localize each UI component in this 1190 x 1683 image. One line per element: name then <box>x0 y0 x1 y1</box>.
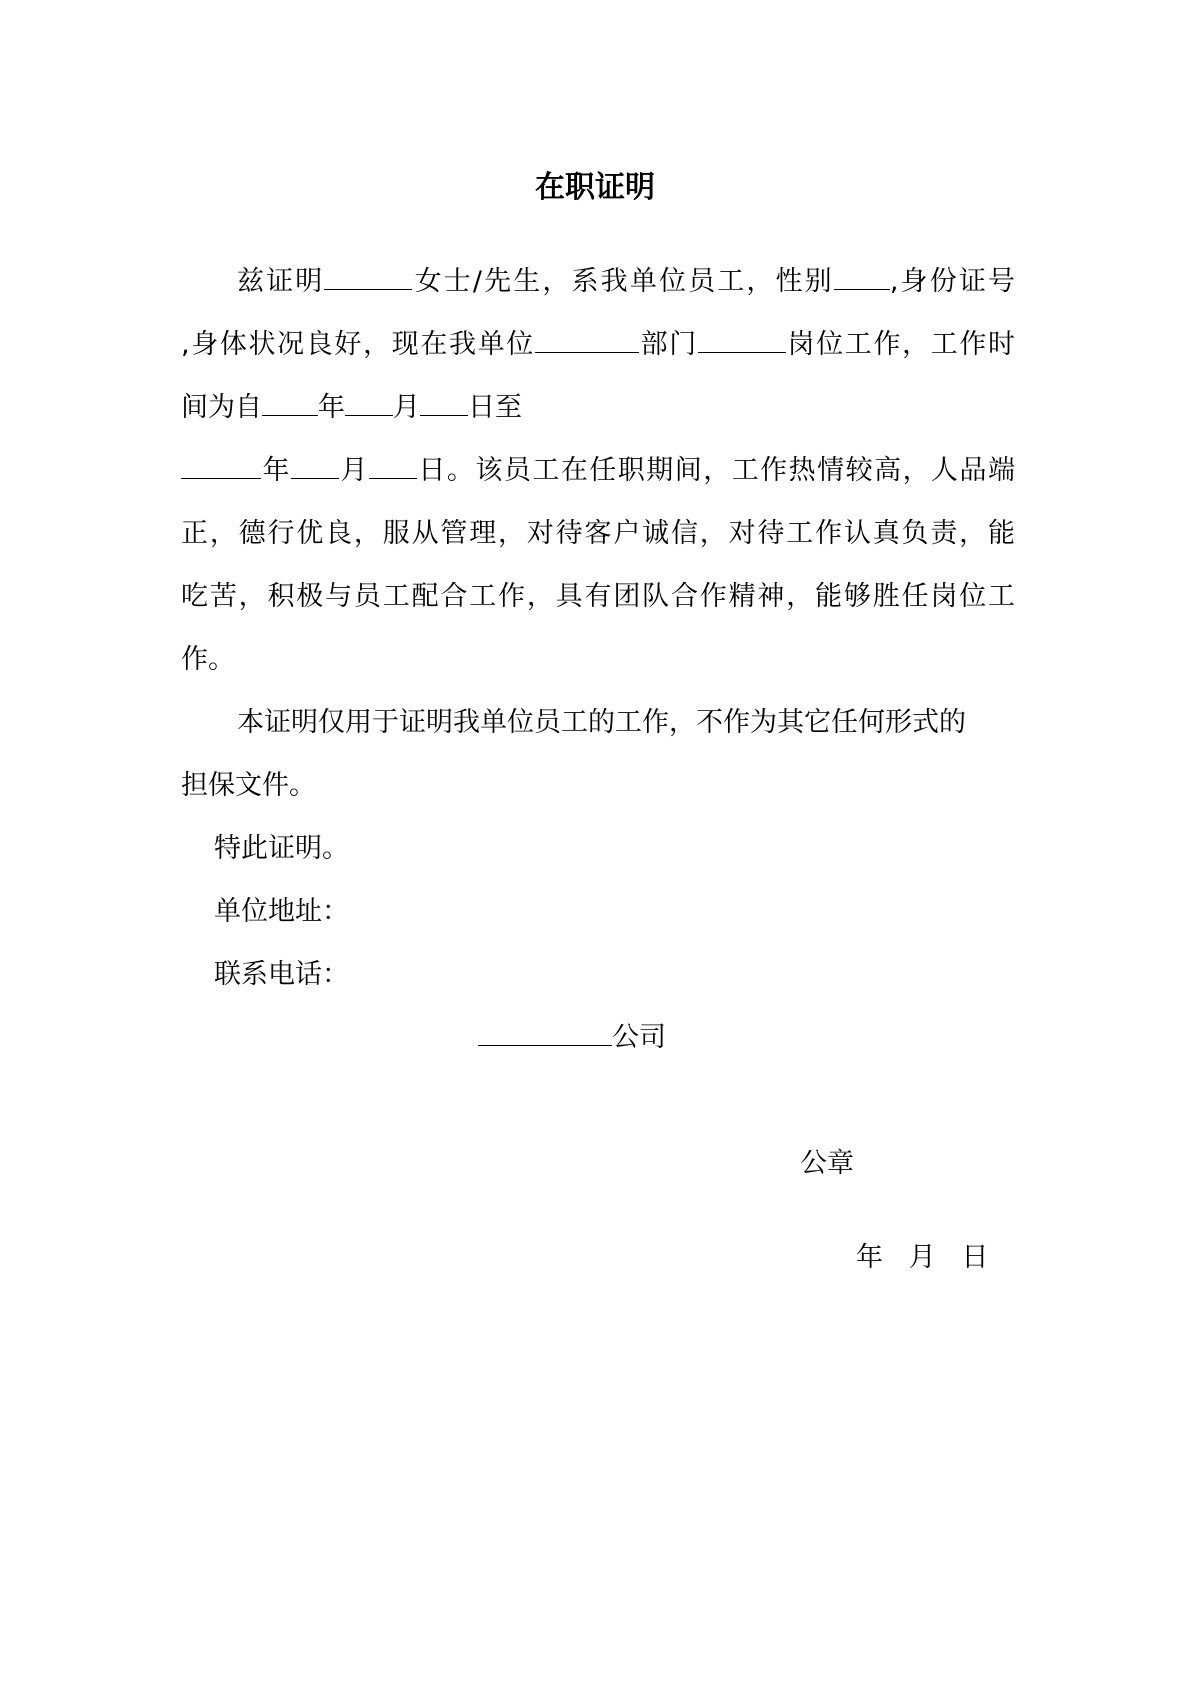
text-position: 岗位工作，工作时 <box>785 329 1016 360</box>
paragraph1-line7: 作。 <box>181 644 235 675</box>
paragraph1-line4 <box>181 451 1015 491</box>
text-day-to: 日至 <box>468 392 522 423</box>
end-month-blank[interactable] <box>291 452 339 479</box>
paragraph1-line3 <box>181 388 522 428</box>
text-month: 月 <box>393 392 420 423</box>
paragraph1-line1 <box>181 262 1015 302</box>
end-year-blank[interactable] <box>181 452 261 479</box>
start-month-blank[interactable] <box>345 389 393 416</box>
address-label: 单位地址： <box>214 896 349 927</box>
date-day: 日 <box>961 1242 989 1273</box>
text-day-evaluation: 日。该员工在任职期间，工作热情较高，人品端 <box>416 455 1016 486</box>
position-blank[interactable] <box>698 326 786 353</box>
start-year-blank[interactable] <box>262 389 318 416</box>
paragraph1-line6: 吃苦，积极与员工配合工作，具有团队合作精神，能够胜任岗位工 <box>181 581 1015 612</box>
phone-label: 联系电话： <box>214 959 349 990</box>
text-certify: 兹证明 <box>237 266 325 297</box>
text-department: 部门 <box>638 329 698 360</box>
seal-label: 公章 <box>800 1148 854 1179</box>
text-year: 年 <box>318 392 345 423</box>
text-id-number: ,身份证号 <box>889 266 1015 297</box>
company-name-blank[interactable] <box>478 1019 612 1046</box>
text-gender-intro: 女士/先生，系我单位员工，性别 <box>412 266 834 297</box>
company-suffix: 公司 <box>612 1022 666 1053</box>
paragraph2-line2: 担保文件。 <box>181 770 316 801</box>
gender-blank[interactable] <box>834 263 890 290</box>
company-line <box>478 1018 666 1058</box>
text-month: 月 <box>338 455 369 486</box>
paragraph1-line2 <box>181 325 1015 365</box>
paragraph1-line5: 正，德行优良，服从管理，对待客户诚信，对待工作认真负责，能 <box>181 518 1015 549</box>
document-title: 在职证明 <box>535 170 655 205</box>
text-year: 年 <box>261 455 291 486</box>
text-period-from: 间为自 <box>181 392 262 423</box>
end-day-blank[interactable] <box>369 452 417 479</box>
signature-date <box>856 1238 989 1278</box>
date-month: 月 <box>908 1242 936 1273</box>
start-day-blank[interactable] <box>420 389 468 416</box>
name-blank[interactable] <box>324 263 412 290</box>
date-year: 年 <box>856 1242 883 1273</box>
paragraph2-line1: 本证明仅用于证明我单位员工的工作，不作为其它任何形式的 <box>237 707 966 738</box>
text-health: ,身体状况良好，现在我单位 <box>181 329 535 360</box>
closing-statement: 特此证明。 <box>214 833 349 864</box>
department-blank[interactable] <box>535 326 639 353</box>
